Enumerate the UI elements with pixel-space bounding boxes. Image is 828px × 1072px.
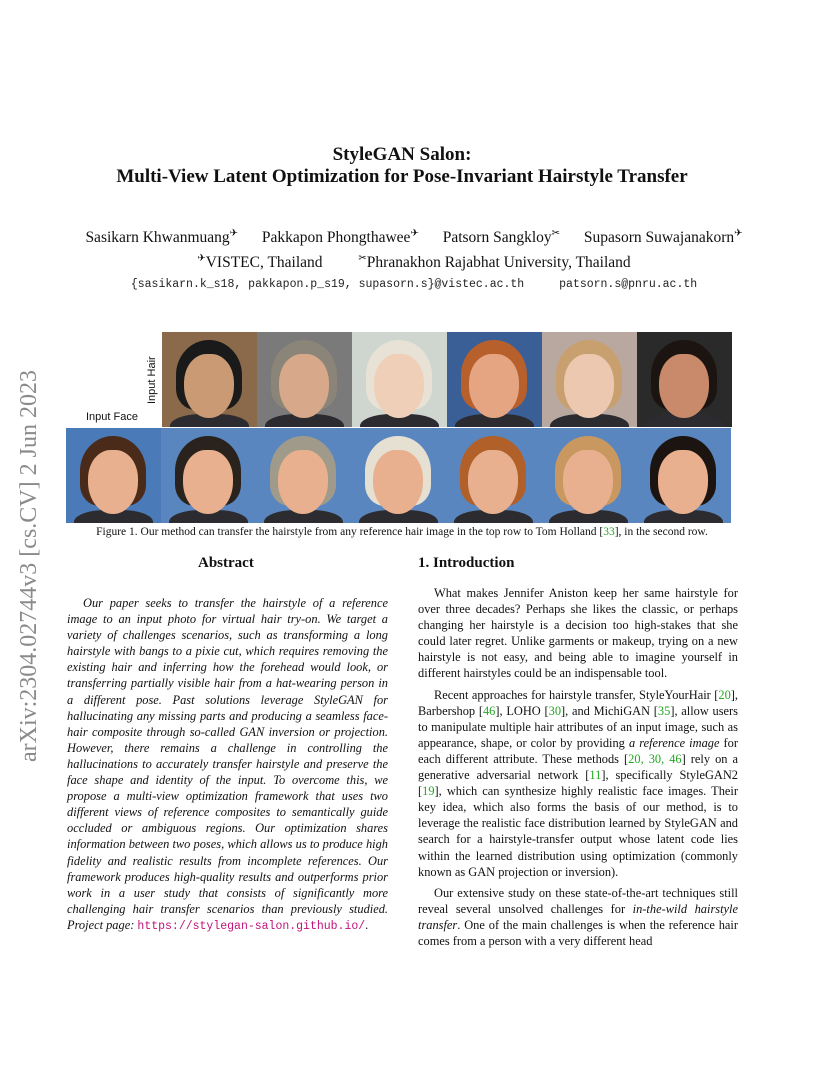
face-shape: [564, 354, 614, 418]
face-shape: [563, 450, 613, 514]
figure-label-input-hair: Input Hair: [146, 356, 158, 404]
face-thumbnail: [162, 332, 257, 427]
intro-paragraph: Recent approaches for hairstyle transfer, StyleYourHair [20], Barbershop [46], LOHO [30], and MichiGAN [35], allow users to manipulate multiple hair attributes of an input image, such as appearance, shape, or color by providing a reference image for each different attribute. These methods [20, 30, 46] rely on a generative adversarial network [11], specifically StyleGAN2 [19], which can synthesize highly realistic face images. Their key idea, which also forms the basis of our method, is to leverage the realistic face distribution learned by StyleGAN and search for a hairstyle-transfer output whose latent code lies within the learned distribution using optimization (commonly known as GAN projection or inversion).: [418, 687, 739, 879]
face-shape: [659, 354, 709, 418]
introduction-body: [418, 585, 738, 954]
face-shape: [373, 450, 423, 514]
face-thumbnail: [352, 332, 447, 427]
paper-title-line2: Multi-View Latent Optimization for Pose-Invariant Hairstyle Transfer: [116, 166, 688, 187]
affiliation: ✂Phranakhon Rajabhat University, Thailand: [358, 253, 631, 272]
citation-link[interactable]: 30: [548, 703, 562, 718]
email: {sasikarn.k_s18, pakkapon.p_s19, supasorn.s}@vistec.ac.th: [130, 278, 525, 291]
citation-link[interactable]: 33: [603, 526, 615, 538]
author-list: [0, 228, 828, 247]
figure-caption: Figure 1. Our method can transfer the hairstyle from any reference hair image in the top row to Tom Holland [33], in the second row.: [96, 526, 708, 538]
citation-link[interactable]: 19: [422, 784, 435, 799]
citation-link[interactable]: 11: [589, 768, 602, 783]
citation-link[interactable]: 20, 30, 46: [628, 751, 682, 766]
face-shape: [88, 450, 138, 514]
face-shape: [278, 450, 328, 514]
author: Sasikarn Khwanmuang✈: [85, 228, 239, 247]
author: Supasorn Suwajanakorn✈: [583, 228, 743, 247]
face-thumbnail: [447, 332, 542, 427]
abstract-body: Our paper seeks to transfer the hairstyle of a reference image to an input photo for virtual hair try-on. We target a variety of challenges scenarios, such as transforming a long hairstyle with bangs to a pixie cut, which requires removing the existing hair and inferring how the forehead would look, or transferring partially visible hair from a hat-wearing person in a different pose. Past solutions leverage StyleGAN for hallucinating any missing parts and producing a seamless face-hair composite through so-called GAN inversion or projection. However, there remains a challenge in controlling the hallucinations to accurately transfer hairstyle and preserve the face shape and identity of the input. To overcome this, we propose a multi-view optimization framework that uses two different views of reference composites to semantically guide occluded or ambiguous regions. Our optimization shares information between two poses, which allows us to produce high fidelity and realistic results from incomplete references. Our framework produces high-quality results and outperforms prior work in a user study that consists of significantly more challenging hair transfer scenarios than previously studied. Project page: https://stylegan-salon.github.io/.: [67, 596, 388, 933]
face-shape: [183, 450, 233, 514]
face-thumbnail: [161, 428, 256, 523]
face-thumbnail: [637, 332, 732, 427]
author: Patsorn Sangkloy✂: [442, 228, 561, 247]
face-shape: [184, 354, 234, 418]
face-shape: [374, 354, 424, 418]
paper-title-line1: StyleGAN Salon:: [332, 144, 472, 165]
affiliations: [0, 253, 828, 272]
author: Pakkapon Phongthawee✈: [261, 228, 419, 247]
face-shape: [658, 450, 708, 514]
face-thumbnail: [256, 428, 351, 523]
email: patsorn.s@pnru.ac.th: [559, 278, 698, 291]
face-shape: [279, 354, 329, 418]
introduction-heading: 1. Introduction: [418, 555, 515, 571]
face-thumbnail: [351, 428, 446, 523]
face-thumbnail: [542, 332, 637, 427]
citation-link[interactable]: 20: [718, 687, 731, 702]
face-shape: [469, 354, 519, 418]
face-thumbnail: [257, 332, 352, 427]
face-shape: [468, 450, 518, 514]
face-thumbnail: [541, 428, 636, 523]
intro-paragraph: What makes Jennifer Aniston keep her same hairstyle for over three decades? Perhaps she likes the classic, or perhaps changing her hairstyle is a decision too high-stakes that she could later regret. Unlike garments or makeup, trying on a new hairstyle is not easy, and being able to imagine yourself in different hairstyles could be an indispensable tool.: [418, 586, 738, 681]
project-page-link[interactable]: https://stylegan-salon.github.io/: [137, 919, 366, 933]
affiliation: ✈VISTEC, Thailand: [197, 253, 323, 272]
email-list: [0, 278, 828, 291]
face-thumbnail: [446, 428, 541, 523]
result-row: [66, 428, 731, 523]
figure-label-input-face: Input Face: [86, 411, 138, 423]
face-thumbnail: [66, 428, 161, 523]
abstract-heading: Abstract: [198, 555, 254, 571]
citation-link[interactable]: 35: [657, 703, 671, 718]
arxiv-stamp-text: arXiv:2304.02744v3 [cs.CV] 2 Jun 2023: [16, 370, 42, 762]
reference-hair-row: [162, 332, 732, 427]
citation-link[interactable]: 46: [482, 703, 496, 718]
face-thumbnail: [636, 428, 731, 523]
intro-paragraph: Our extensive study on these state-of-the-art techniques still reveal several unsolved challenges for in-the-wild hairstyle transfer. One of the main challenges is when the reference hair comes from a person with a very different head: [418, 885, 738, 948]
